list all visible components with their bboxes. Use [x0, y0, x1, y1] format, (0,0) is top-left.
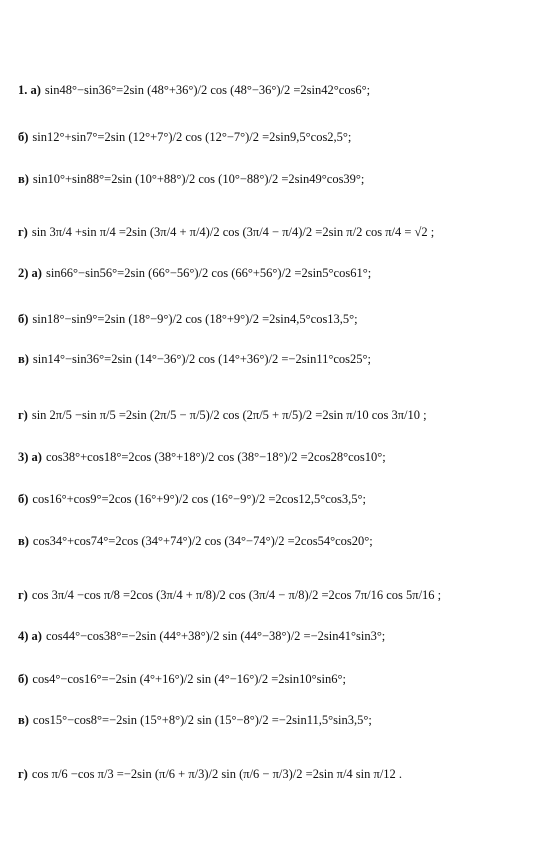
solution-line-4a	[18, 629, 543, 644]
item-label: г)	[18, 767, 28, 781]
solution-line-1a	[18, 83, 543, 98]
item-label: 4) а)	[18, 629, 42, 643]
item-label: 3) а)	[18, 450, 42, 464]
formula-text: cos16°+cos9°=2cos (16°+9°)/2 cos (16°−9°)/2 =2cos12,5°cos3,5°;	[32, 492, 366, 506]
item-label: б)	[18, 130, 29, 144]
solution-line-2b	[18, 312, 543, 327]
item-label: г)	[18, 408, 28, 422]
formula-text: sin 2π/5 −sin π/5 =2sin (2π/5 − π/5)/2 cos (2π/5 + π/5)/2 =2sin π/10 cos 3π/10 ;	[31, 408, 427, 422]
solution-line-2g	[18, 408, 543, 423]
solution-line-4g	[18, 767, 543, 782]
formula-text: sin18°−sin9°=2sin (18°−9°)/2 cos (18°+9°)/2 =2sin4,5°cos13,5°;	[32, 312, 358, 326]
solution-line-1b	[18, 130, 543, 145]
item-label: г)	[18, 588, 28, 602]
formula-text: cos44°−cos38°=−2sin (44°+38°)/2 sin (44°−38°)/2 =−2sin41°sin3°;	[45, 629, 386, 643]
solution-line-1v	[18, 172, 543, 187]
item-label: в)	[18, 352, 29, 366]
formula-text: sin 3π/4 +sin π/4 =2sin (3π/4 + π/4)/2 cos (3π/4 − π/4)/2 =2sin π/2 cos π/4 = √2 ;	[31, 225, 435, 239]
solution-line-4b	[18, 672, 543, 687]
formula-text: sin12°+sin7°=2sin (12°+7°)/2 cos (12°−7°)/2 =2sin9,5°cos2,5°;	[32, 130, 352, 144]
solution-line-3g	[18, 588, 543, 603]
formula-text: cos34°+cos74°=2cos (34°+74°)/2 cos (34°−74°)/2 =2cos54°cos20°;	[32, 534, 373, 548]
formula-text: cos38°+cos18°=2cos (38°+18°)/2 cos (38°−18°)/2 =2cos28°cos10°;	[45, 450, 386, 464]
formula-text: cos 3π/4 −cos π/8 =2cos (3π/4 + π/8)/2 cos (3π/4 − π/8)/2 =2cos 7π/16 cos 5π/16 ;	[31, 588, 442, 602]
item-label: б)	[18, 672, 29, 686]
formula-text: cos4°−cos16°=−2sin (4°+16°)/2 sin (4°−16°)/2 =2sin10°sin6°;	[32, 672, 346, 686]
item-label: 2) а)	[18, 266, 42, 280]
solution-line-3v	[18, 534, 543, 549]
solution-line-2v	[18, 352, 543, 367]
solution-line-3b	[18, 492, 543, 507]
solution-line-1g	[18, 225, 543, 240]
item-label: б)	[18, 312, 29, 326]
solution-line-3a	[18, 450, 543, 465]
formula-text: sin10°+sin88°=2sin (10°+88°)/2 cos (10°−88°)/2 =2sin49°cos39°;	[32, 172, 365, 186]
item-label: в)	[18, 713, 29, 727]
formula-text: sin48°−sin36°=2sin (48°+36°)/2 cos (48°−36°)/2 =2sin42°cos6°;	[44, 83, 371, 97]
item-label: 1. а)	[18, 83, 41, 97]
item-label: б)	[18, 492, 29, 506]
item-label: в)	[18, 534, 29, 548]
item-label: г)	[18, 225, 28, 239]
solution-line-2a	[18, 266, 543, 281]
formula-text: sin66°−sin56°=2sin (66°−56°)/2 cos (66°+56°)/2 =2sin5°cos61°;	[45, 266, 372, 280]
formula-text: sin14°−sin36°=2sin (14°−36°)/2 cos (14°+36°)/2 =−2sin11°cos25°;	[32, 352, 371, 366]
solution-line-4v	[18, 713, 543, 728]
formula-text: cos15°−cos8°=−2sin (15°+8°)/2 sin (15°−8°)/2 =−2sin11,5°sin3,5°;	[32, 713, 372, 727]
item-label: в)	[18, 172, 29, 186]
formula-text: cos π/6 −cos π/3 =−2sin (π/6 + π/3)/2 sin (π/6 − π/3)/2 =2sin π/4 sin π/12 .	[31, 767, 403, 781]
